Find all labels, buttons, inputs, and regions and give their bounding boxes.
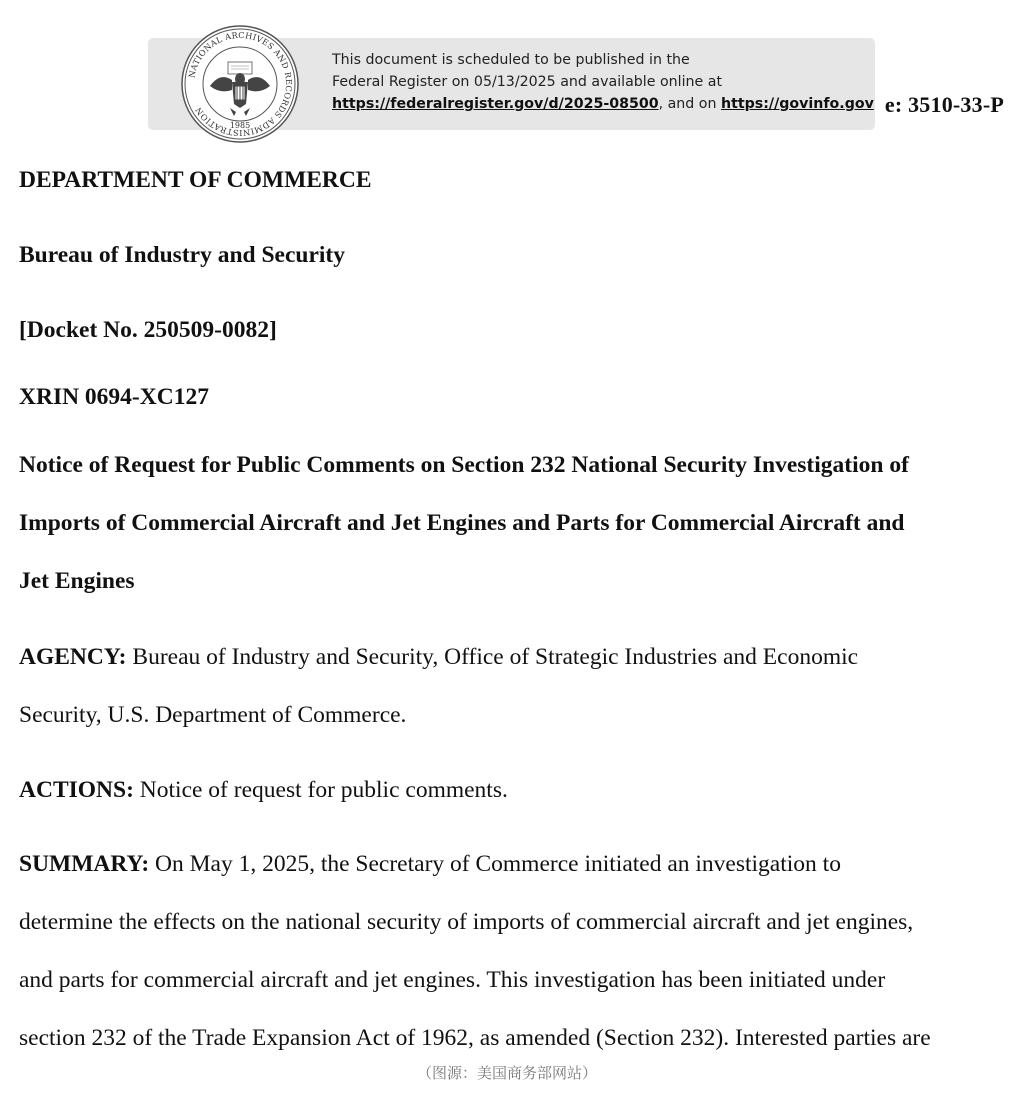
summary-line: section 232 of the Trade Expansion Act of 1962, as amended (Section 232). Interested parties are	[19, 1025, 931, 1051]
svg-text:1985: 1985	[229, 121, 251, 130]
notice-line-2: Federal Register on 05/13/2025 and available online at	[332, 74, 723, 90]
actions-paragraph: ACTIONS: Notice of request for public comments.	[19, 777, 508, 803]
federal-register-banner	[148, 29, 875, 139]
summary-paragraph: SUMMARY: On May 1, 2025, the Secretary of Commerce initiated an investigation to	[19, 851, 841, 877]
summary-line: and parts for commercial aircraft and jet engines. This investigation has been initiated under	[19, 967, 886, 993]
notice-line-3: https://federalregister.gov/d/2025-08500, and on https://govinfo.gov	[332, 96, 874, 112]
billing-code: e: 3510-33-P	[884, 92, 1004, 117]
notice-title-line: Notice of Request for Public Comments on Section 232 National Security Investigation of	[19, 452, 909, 478]
docket-number: [Docket No. 250509-0082]	[19, 317, 277, 343]
svg-text:NATIONAL ARCHIVES AND RECORDS: NATIONAL ARCHIVES AND RECORDS ADMINISTRATION	[186, 29, 295, 139]
department-heading: DEPARTMENT OF COMMERCE	[19, 167, 372, 193]
bureau-heading: Bureau of Industry and Security	[19, 242, 346, 268]
federal-register-notice	[332, 49, 874, 115]
notice-title-line: Jet Engines	[19, 568, 135, 594]
govinfo-link[interactable]: https://govinfo.gov	[720, 96, 874, 112]
image-caption: （图源：美国商务部网站）	[416, 1064, 597, 1082]
national-archives-seal-icon	[180, 24, 300, 144]
agency-paragraph: AGENCY: Bureau of Industry and Security, Office of Strategic Industries and Economic	[19, 644, 859, 670]
federal-register-link[interactable]: https://federalregister.gov/d/2025-08500	[332, 96, 659, 112]
xrin-number: XRIN 0694-XC127	[19, 384, 209, 410]
notice-title-line: Imports of Commercial Aircraft and Jet Engines and Parts for Commercial Aircraft and	[19, 510, 905, 536]
agency-label: AGENCY:	[19, 644, 127, 670]
summary-line: determine the effects on the national security of imports of commercial aircraft and jet engines,	[19, 909, 914, 935]
summary-label: SUMMARY:	[19, 851, 150, 877]
notice-line-1: This document is scheduled to be published in the	[332, 52, 690, 68]
agency-paragraph-line: Security, U.S. Department of Commerce.	[19, 702, 407, 728]
actions-label: ACTIONS:	[19, 777, 134, 803]
